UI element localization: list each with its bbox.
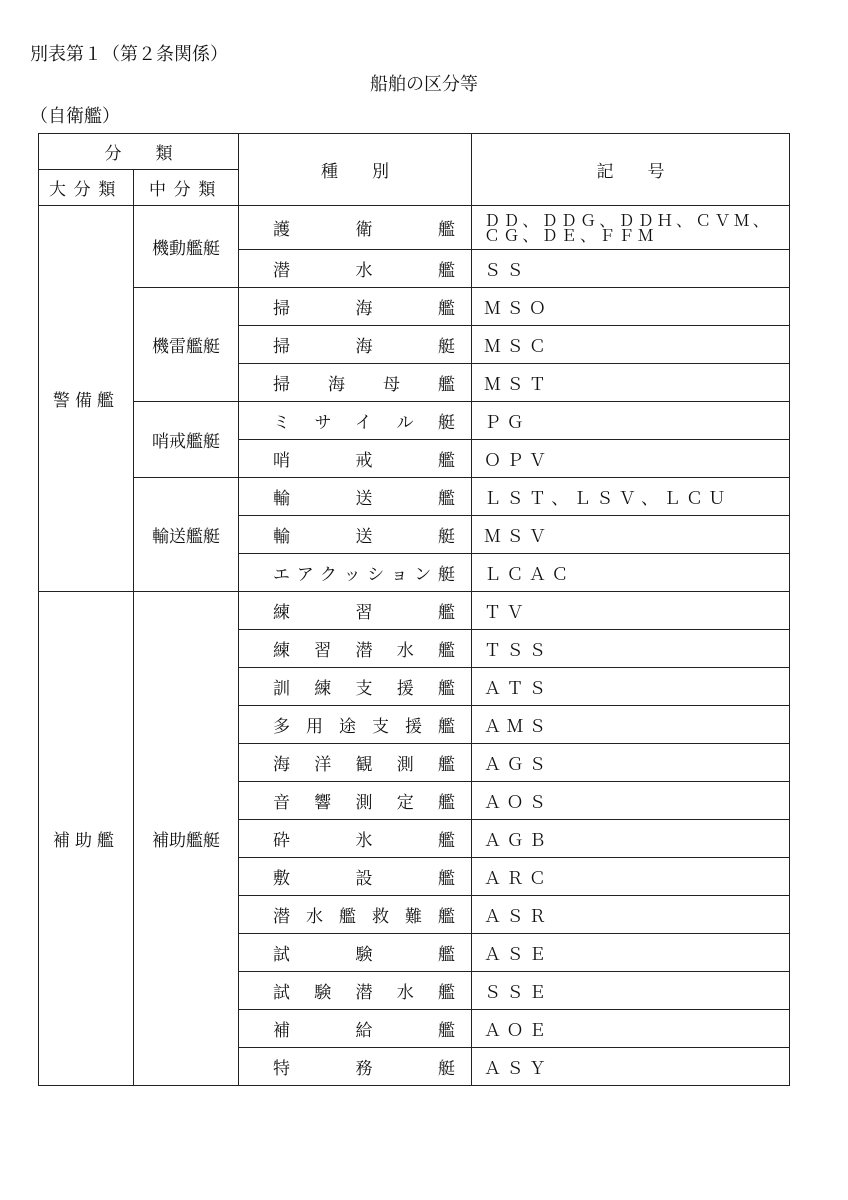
ship-type-cell: 特務艇 (239, 1048, 472, 1086)
ship-code-cell: ＡＴＳ (472, 668, 790, 706)
major-category-cell: 警備艦 (39, 206, 134, 592)
ship-code-cell: ＡＲＣ (472, 858, 790, 896)
ship-code-cell: ＡＳＲ (472, 896, 790, 934)
ship-type-cell: 補給艦 (239, 1010, 472, 1048)
ship-type-cell: 敷設艦 (239, 858, 472, 896)
ship-type-cell: エアクッション艇 (239, 554, 472, 592)
ship-type-cell: 訓練支援艦 (239, 668, 472, 706)
table-row (39, 402, 790, 440)
table-row (39, 288, 790, 326)
ship-code-cell: ＤＤ、ＤＤＧ、ＤＤＨ、ＣＶＭ、ＣＧ、ＤＥ、ＦＦＭ (472, 206, 790, 250)
ship-type-cell: 多用途支援艦 (239, 706, 472, 744)
ship-type-cell: 海洋観測艦 (239, 744, 472, 782)
document-heading: 別表第１（第２条関係） (30, 44, 228, 65)
ship-type-cell: 試験潜水艦 (239, 972, 472, 1010)
header-type: 種 別 (239, 134, 472, 206)
table-row (39, 478, 790, 516)
ship-type-cell: 練習艦 (239, 592, 472, 630)
ship-code-cell: ＡＧＢ (472, 820, 790, 858)
ship-code-cell: ＬＣＡＣ (472, 554, 790, 592)
ship-type-cell: 潜水艦 (239, 250, 472, 288)
ship-type-cell: 輸送艇 (239, 516, 472, 554)
ship-type-cell: 護衛艦 (239, 206, 472, 250)
middle-category-cell: 哨戒艦艇 (134, 402, 239, 478)
middle-category-cell: 補助艦艇 (134, 592, 239, 1086)
table-row (39, 592, 790, 630)
ship-code-cell: ＭＳＶ (472, 516, 790, 554)
ship-type-cell: 練習潜水艦 (239, 630, 472, 668)
ship-code-cell: ＡＭＳ (472, 706, 790, 744)
middle-category-cell: 輸送艦艇 (134, 478, 239, 592)
ship-classification-table (38, 133, 790, 1086)
header-classification: 分 類 (39, 134, 239, 170)
ship-type-cell: 掃海艦 (239, 288, 472, 326)
header-major: 大分類 (39, 170, 134, 206)
ship-code-cell: ＭＳＣ (472, 326, 790, 364)
ship-code-cell: ＡＯＳ (472, 782, 790, 820)
ship-type-cell: 試験艦 (239, 934, 472, 972)
ship-type-cell: 掃海艇 (239, 326, 472, 364)
ship-code-cell: ＬＳＴ、ＬＳＶ、ＬＣＵ (472, 478, 790, 516)
ship-type-cell: 砕氷艦 (239, 820, 472, 858)
ship-code-cell: ＡＧＳ (472, 744, 790, 782)
table-body (39, 206, 790, 1086)
ship-code-cell: ＡＳＥ (472, 934, 790, 972)
ship-code-cell: ＯＰＶ (472, 440, 790, 478)
ship-code-cell: ＡＯＥ (472, 1010, 790, 1048)
header-middle: 中分類 (134, 170, 239, 206)
document-title: 船舶の区分等 (370, 74, 478, 95)
ship-code-cell: ＡＳＹ (472, 1048, 790, 1086)
ship-code-cell: ＴＳＳ (472, 630, 790, 668)
major-category-cell: 補助艦 (39, 592, 134, 1086)
middle-category-cell: 機雷艦艇 (134, 288, 239, 402)
ship-code-cell: ＰＧ (472, 402, 790, 440)
ship-code-cell: ＭＳＴ (472, 364, 790, 402)
ship-type-cell: 哨戒艦 (239, 440, 472, 478)
table-row (39, 206, 790, 250)
category-label: （自衛艦） (30, 106, 120, 127)
ship-type-cell: 潜水艦救難艦 (239, 896, 472, 934)
ship-code-cell: ＴＶ (472, 592, 790, 630)
ship-type-cell: 輸送艦 (239, 478, 472, 516)
ship-type-cell: ミサイル艇 (239, 402, 472, 440)
ship-type-cell: 音響測定艦 (239, 782, 472, 820)
ship-code-cell: ＳＳＥ (472, 972, 790, 1010)
ship-code-cell: ＭＳＯ (472, 288, 790, 326)
header-code: 記 号 (472, 134, 790, 206)
ship-type-cell: 掃海母艦 (239, 364, 472, 402)
ship-code-cell: ＳＳ (472, 250, 790, 288)
middle-category-cell: 機動艦艇 (134, 206, 239, 288)
